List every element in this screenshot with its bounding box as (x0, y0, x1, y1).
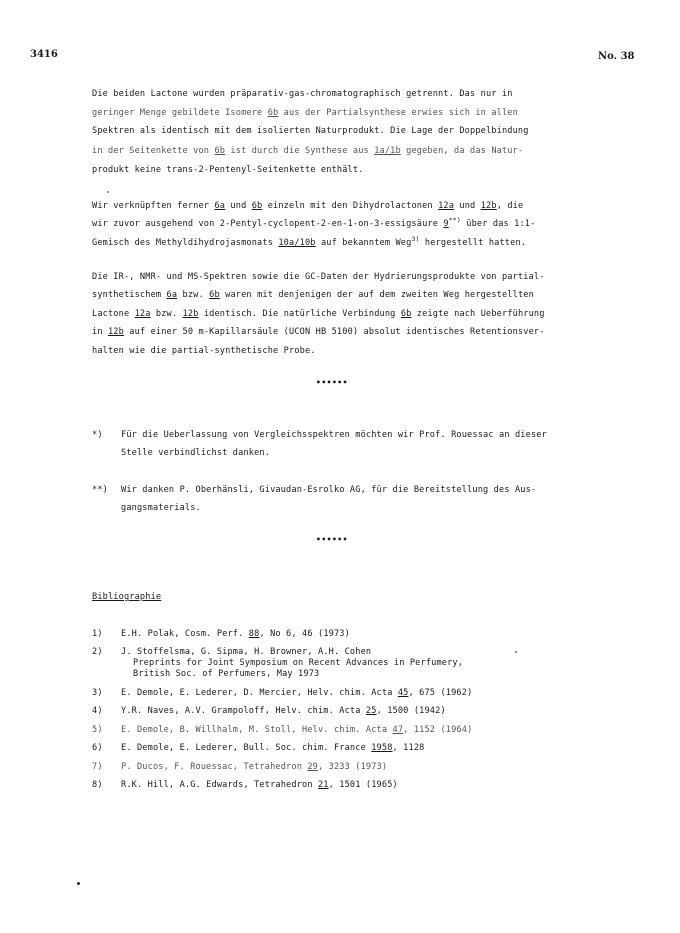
reference-entry: Y.R. Naves, A.V. Grampoloff, Helv. chim. Acta 25, 1500 (1942) (121, 706, 446, 716)
reference-number: 3) (92, 688, 103, 698)
reference-number: 7) (92, 762, 103, 772)
bibliography-heading: Bibliographie (92, 592, 162, 602)
text-line: in der Seitenkette von 6b ist durch die Synthese aus 1a/1b gegeben, da das Natur- (92, 146, 524, 156)
section-separator: •••••• (316, 378, 348, 387)
page-number: 3416 (30, 49, 58, 60)
text-line: wir zuvor ausgehend von 2-Pentyl-cyclopent-2-en-1-on-3-essigsäure 9**) über das 1:1- (92, 216, 536, 229)
footnote-mark: *) (92, 430, 103, 440)
reference-entry-continued: Preprints for Joint Symposium on Recent Advances in Perfumery, (133, 658, 464, 668)
reference-entry: E.H. Polak, Cosm. Perf. 88, No 6, 46 (1973) (121, 629, 350, 639)
reference-entry: P. Ducos, F. Rouessac, Tetrahedron 29, 3233 (1973) (121, 762, 388, 772)
footnote-line: Für die Ueberlassung von Vergleichsspektren möchten wir Prof. Rouessac an dieser (121, 430, 547, 440)
text-line: produkt keine trans-2-Pentenyl-Seitenkette enthält. (92, 165, 364, 175)
footnote-line: Wir danken P. Oberhänsli, Givaudan-Esrolko AG, für die Bereitstellung des Aus- (121, 485, 537, 495)
text-line: Wir verknüpften ferner 6a und 6b einzeln mit den Dihydrolactonen 12a und 12b, die (92, 201, 524, 211)
text-line: Lactone 12a bzw. 12b identisch. Die natürliche Verbindung 6b zeigte nach Ueberführung (92, 309, 545, 319)
reference-entry-continued: British Soc. of Perfumers, May 1973 (133, 669, 320, 679)
footnote-mark: **) (92, 485, 108, 495)
reference-entry: J. Stoffelsma, G. Sipma, H. Browner, A.H. Cohen (121, 647, 372, 657)
reference-number: 2) (92, 647, 103, 657)
text-line: geringer Menge gebildete Isomere 6b aus der Partialsynthese erwies sich in allen (92, 108, 518, 118)
text-line: Gemisch des Methyldihydrojasmonats 10a/10b auf bekanntem Weg$^{3)}$ hergestellt hatten. (92, 235, 527, 248)
text-line: Die beiden Lactone wurden präparativ-gas-chromatographisch getrennt. Das nur in (92, 89, 513, 99)
reference-entry: E. Demole, B. Willhalm, M. Stoll, Helv. chim. Acta 47, 1152 (1964) (121, 725, 473, 735)
reference-entry: E. Demole, E. Lederer, Bull. Soc. chim. France 1958, 1128 (121, 743, 425, 753)
text-line: Die IR-, NMR- und MS-Spektren sowie die GC-Daten der Hydrierungsprodukte von partial- (92, 272, 545, 282)
stray-dot-mark (107, 191, 109, 193)
text-line: Spektren als identisch mit dem isolierten Naturprodukt. Die Lage der Doppelbindung (92, 126, 529, 136)
text-line: in 12b auf einer 50 m-Kapillarsäule (UCON HB 5100) absolut identisches Retentionsver- (92, 327, 545, 337)
issue-number: No. 38 (598, 51, 635, 62)
footnote-line: gangsmaterials. (121, 503, 201, 513)
stray-dot-mark (77, 882, 80, 885)
reference-number: 8) (92, 780, 103, 790)
footnote-line: Stelle verbindlichst danken. (121, 448, 271, 458)
text-line: synthetischem 6a bzw. 6b waren mit denjenigen der auf dem zweiten Weg hergestellten (92, 290, 534, 300)
reference-number: 5) (92, 725, 103, 735)
reference-entry: R.K. Hill, A.G. Edwards, Tetrahedron 21, 1501 (1965) (121, 780, 398, 790)
reference-entry: E. Demole, E. Lederer, D. Mercier, Helv. chim. Acta 45, 675 (1962) (121, 688, 473, 698)
footnote-ref: **) (448, 216, 461, 224)
text-line: halten wie die partial-synthetische Probe. (92, 346, 316, 356)
section-separator: •••••• (316, 535, 348, 544)
reference-number: 1) (92, 629, 103, 639)
reference-number: 6) (92, 743, 103, 753)
stray-dot-mark (515, 651, 517, 653)
citation-ref: 3) (411, 235, 420, 243)
reference-number: 4) (92, 706, 103, 716)
